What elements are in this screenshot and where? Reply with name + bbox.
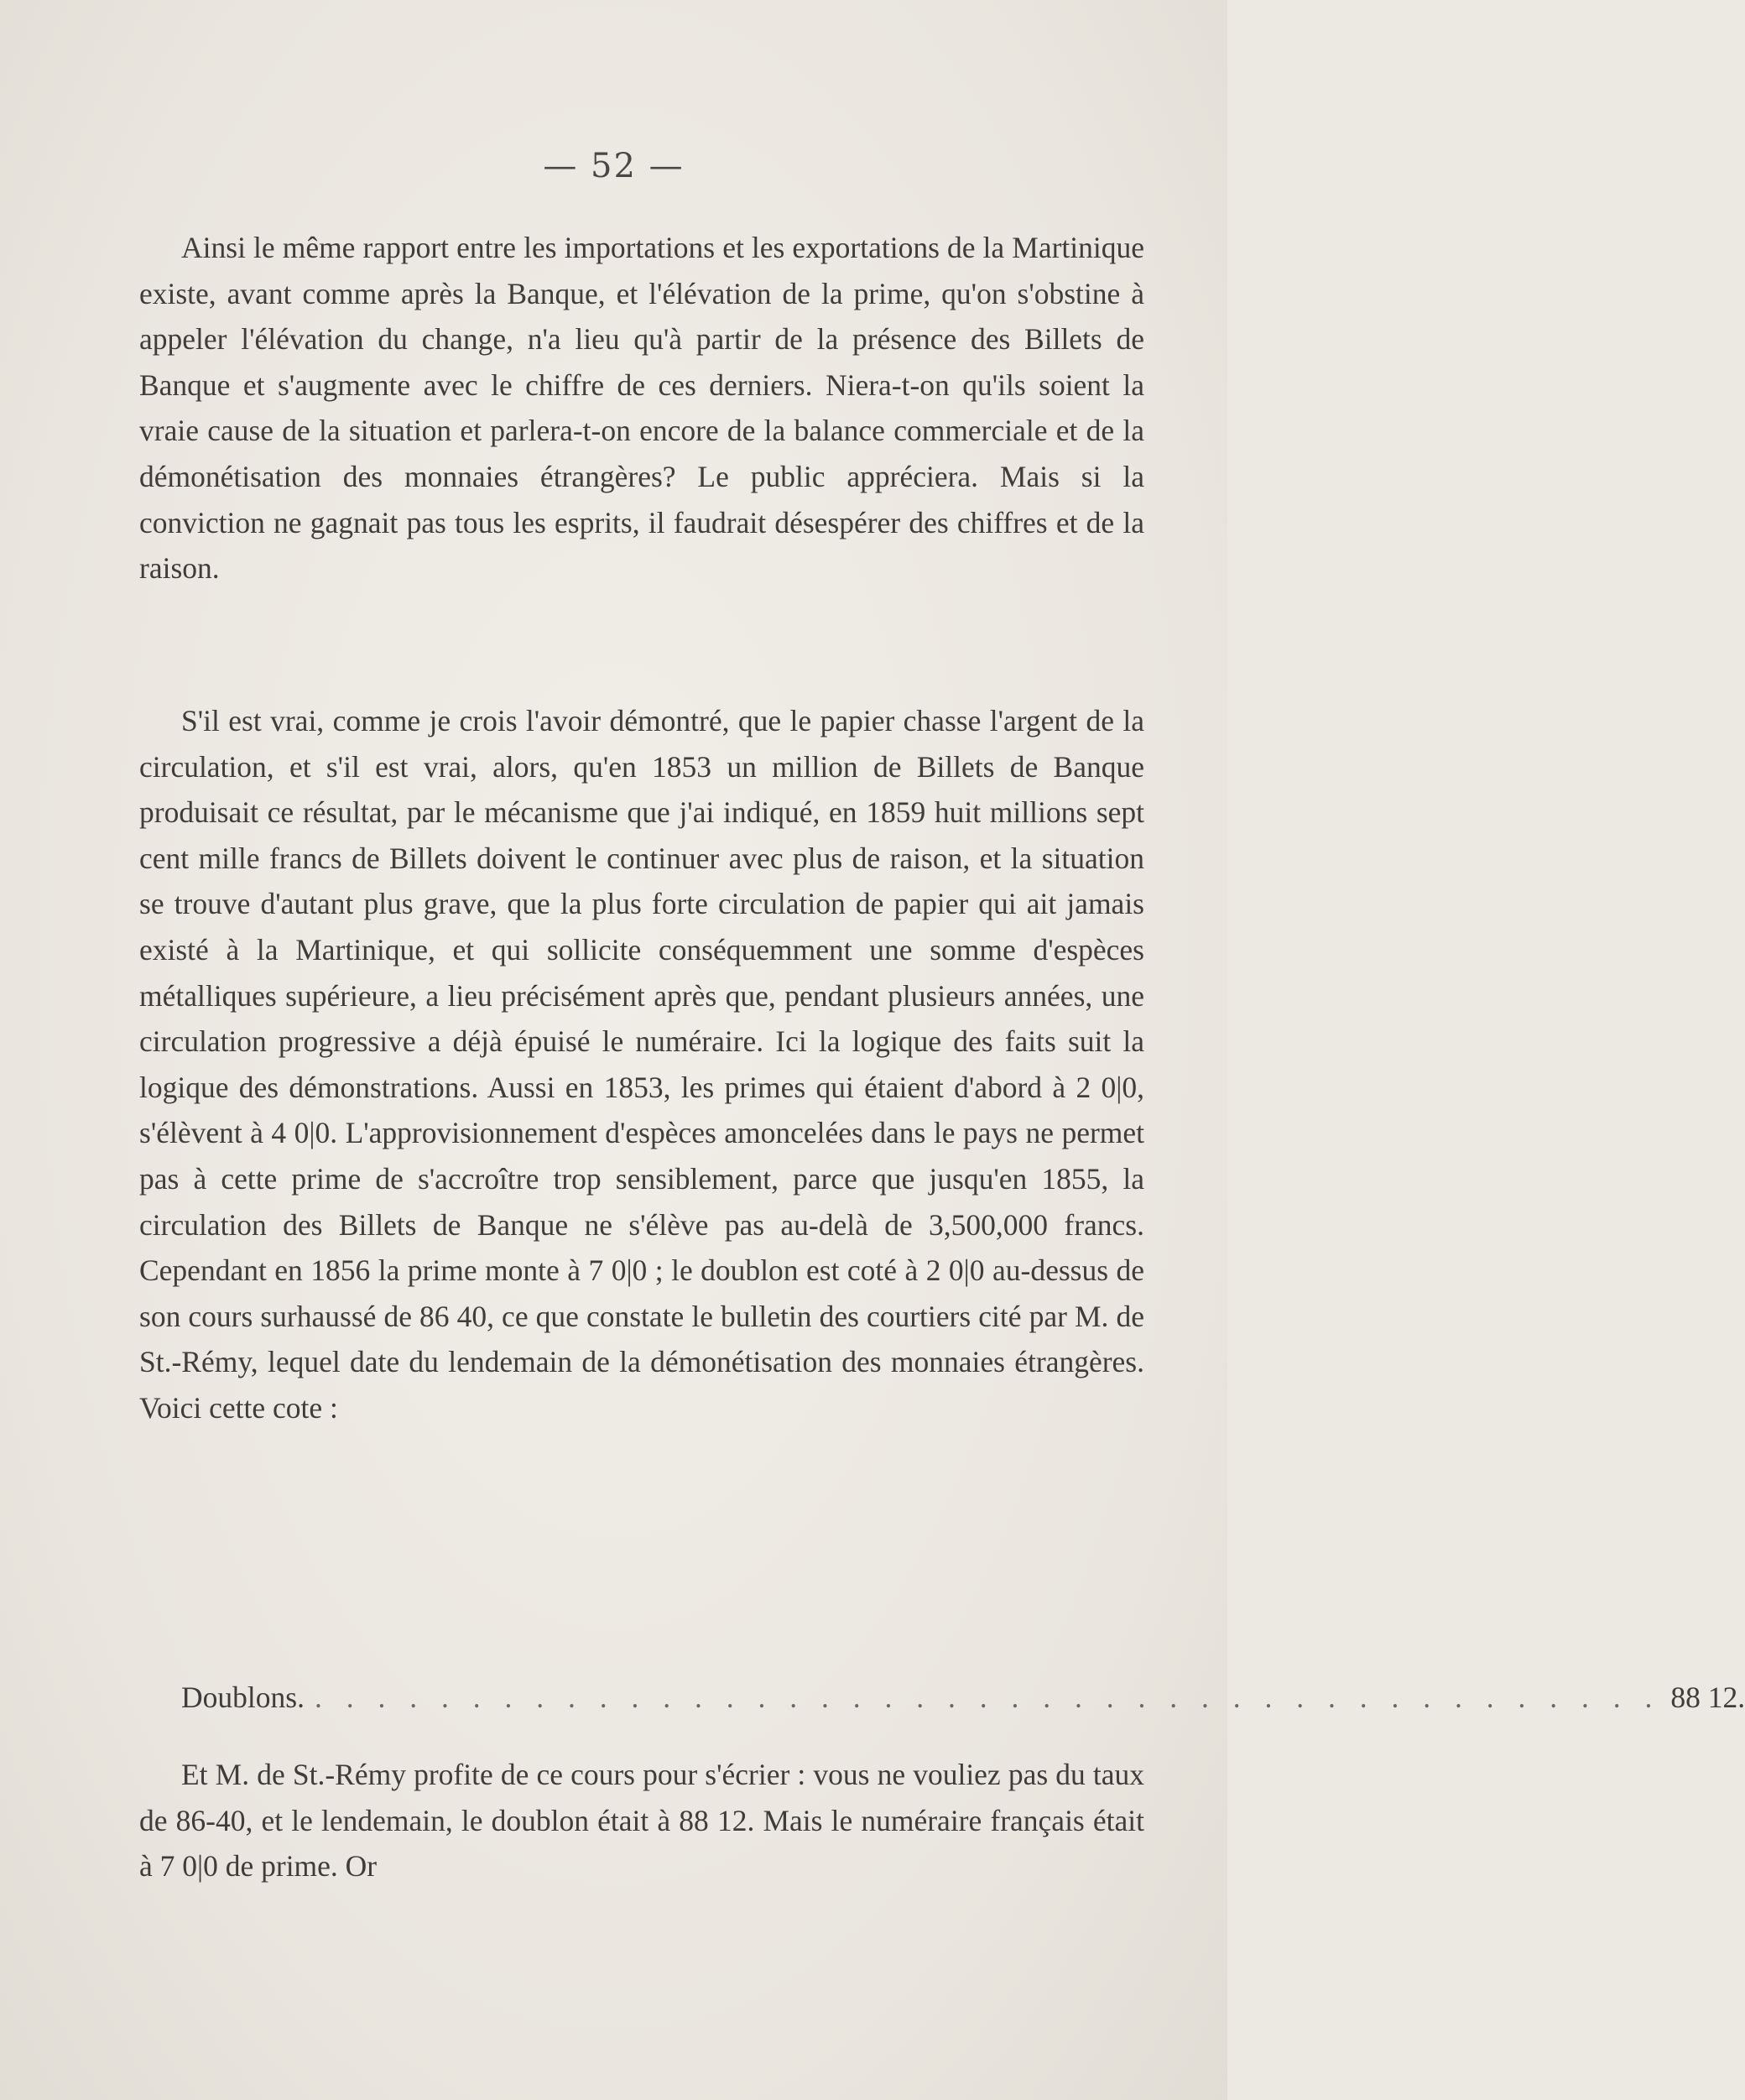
quote-value: 88 12. [1670,1681,1745,1714]
paragraph-3-block [139,1752,1144,1889]
paragraph-2: S'il est vrai, comme je crois l'avoir démontré, que le papier chasse l'argent de la circulation, et s'il est vrai, alors, qu'en 1853 un million de Billets de Banque produisait ce résultat, par le mécanisme que j'ai indiqué, en 1859 huit millions sept cent mille francs de Billets doivent le continuer avec plus de raison, et la situation se trouve d'autant plus grave, que la plus forte circulation de papier qui ait jamais existé à la Martinique, et qui sollicite conséquemment une somme d'espèces métalliques supérieure, a lieu précisément après que, pendant plusieurs années, une circulation progressive a déjà épuisé le numéraire. Ici la logique des faits suit la logique des démonstrations. Aussi en 1853, les primes qui étaient d'abord à 2 0|0, s'élèvent à 4 0|0. L'approvisionnement d'espèces amoncelées dans le pays ne permet pas à cette prime de s'accroître trop sensiblement, parce que jusqu'en 1855, la circulation des Billets de Banque ne s'élève pas au-delà de 3,500,000 francs. Cependant en 1856 la prime monte à 7 0|0 ; le doublon est coté à 2 0|0 au-dessus de son cours surhaussé de 86 40, ce que constate le bulletin des courtiers cité par M. de St.-Rémy, lequel date du lendemain de la démonétisation des monnaies étrangères. Voici cette cote : [139,704,1144,1425]
page-number: — 52 — [543,147,685,185]
paragraph-3: Et M. de St.-Rémy profite de ce cours pour s'écrier : vous ne vouliez pas du taux de 86-40, et le lendemain, le doublon était à 88 12. Mais le numéraire français était à 7 0|0 de prime. Or [139,1758,1144,1884]
dot-leader: . . . . . . . . . . . . . . . . . . . . . . . . . . . . . . . . . . . . . . . . . . . [314,1681,1661,1714]
doublon-quote-line [181,1675,1745,1720]
paragraph-1: Ainsi le même rapport entre les importations et les exportations de la Martinique existe, avant comme après la Banque, et l'élévation de la prime, qu'on s'obstine à appeler l'élévation du change, n'a lieu qu'à partir de la présence des Billets de Banque et s'augmente avec le chiffre de ces derniers. Niera-t-on qu'ils soient la vraie cause de la situation et parlera-t-on encore de la balance commerciale et de la démonétisation des monnaies étrangères? Le public appréciera. Mais si la conviction ne gagnait pas tous les esprits, il faudrait désespérer des chiffres et de la raison. [139,231,1144,586]
paragraph-2-block [139,698,1144,1431]
quote-label: Doublons. [181,1681,305,1714]
paragraph-1-block [139,225,1144,591]
